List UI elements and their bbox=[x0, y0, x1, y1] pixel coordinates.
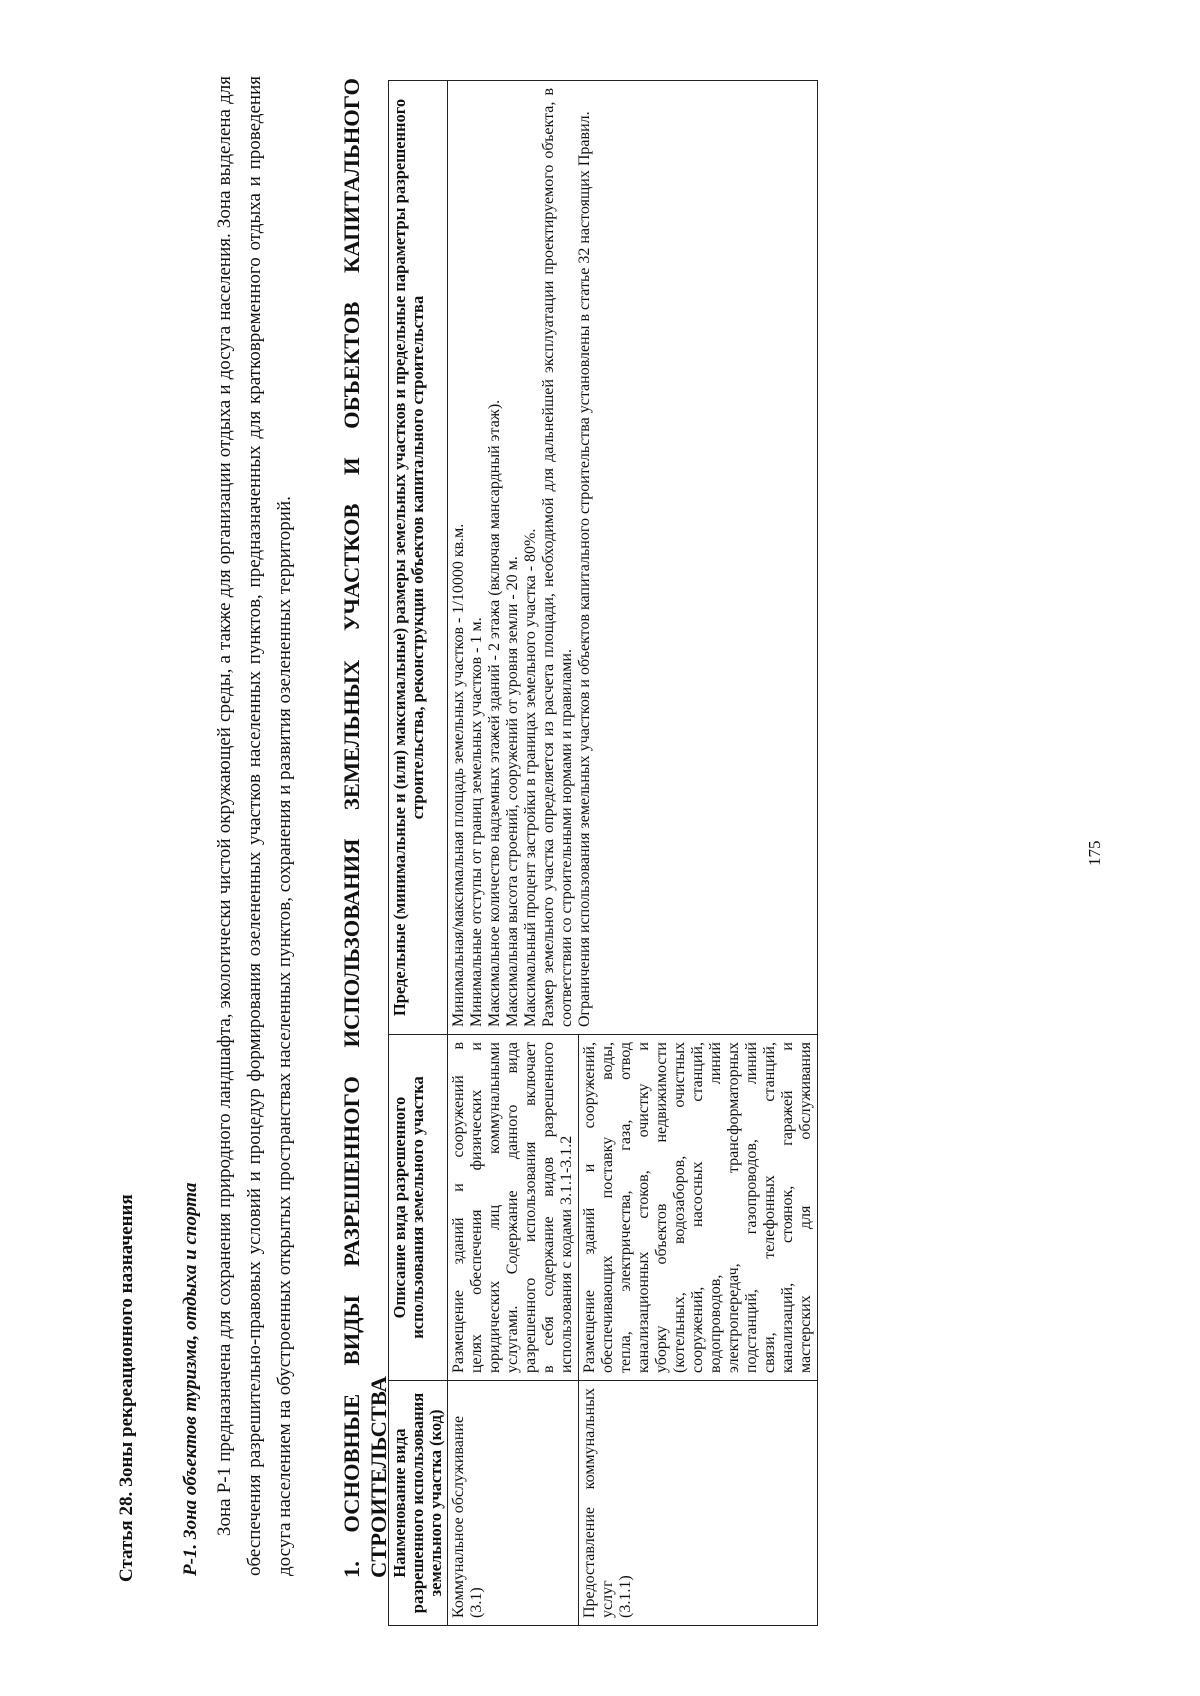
parameter-line: Размер земельного участка определяется из расчета площади, необходимой для дальнейшей эксплуатации проектируемого объекта, в соответствии со строительными нормами и правилами. bbox=[540, 88, 575, 1027]
use-description-cell bbox=[579, 1035, 818, 1381]
description-line: сооружений, насосных станций, bbox=[689, 1042, 706, 1373]
section-heading: 1. ОСНОВНЫЕ ВИДЫ РАЗРЕШЕННОГО ИСПОЛЬЗОВАНИЯ ЗЕМЕЛЬНЫХ УЧАСТКОВ И ОБЪЕКТОВ КАПИТАЛЬНОГО СТРОИТЕЛЬСТВА bbox=[339, 78, 391, 1578]
description-line: использования с кодами 3.1.1-3.1.2 bbox=[558, 1135, 575, 1373]
use-name-cell bbox=[448, 1381, 579, 1626]
description-line: разрешенного использования включает bbox=[522, 1042, 539, 1373]
description-line: юридических лиц коммунальными bbox=[486, 1042, 503, 1373]
description-line: канализационных стоков, очистку и bbox=[635, 1042, 652, 1373]
description-line: обеспечивающих поставку воды, bbox=[599, 1042, 616, 1373]
use-name-cell bbox=[579, 1381, 818, 1626]
zone-title: Р-1. Зона объектов туризма, отдыха и спорта bbox=[180, 1182, 201, 1576]
description-line: целях обеспечения физических и bbox=[468, 1042, 485, 1373]
description-line: тепла, электричества, газа, отвод bbox=[617, 1042, 634, 1373]
parameter-line: Минимальные отступы от границ земельных участков - 1 м. bbox=[468, 617, 485, 1027]
header-description-column: Описание вида разрешенного использования земельного участка bbox=[389, 1035, 448, 1381]
description-line: мастерских для обслуживания bbox=[797, 1042, 814, 1373]
zone-block bbox=[176, 76, 300, 1576]
description-line: подстанций, газопроводов, линий bbox=[743, 1042, 760, 1373]
zone-description: Зона Р-1 предназначена для сохранения природного ландшафта, экологически чистой окружающей среды, а также для организации отдыха и досуга населения. Зона выделена для обеспечения разрешительно-правовых условий и процедур формирования озелененных участков населенных пунктов, предназначенных для кратковременного отдыха и проведения досуга населением на обустроенных открытых пространствах населенных пунктов, сохранения и развития озелененных территорий. bbox=[214, 76, 295, 1576]
parameter-line: Максимальная высота строений, сооружений от уровня земли - 20 м. bbox=[504, 556, 521, 1027]
description-line: Размещение зданий и сооружений, bbox=[581, 1042, 598, 1373]
use-code: (3.1) bbox=[468, 1587, 485, 1618]
description-line: (котельных, водозаборов, очистных bbox=[671, 1042, 688, 1373]
table-row bbox=[448, 81, 579, 1626]
regulations-table bbox=[388, 80, 818, 1626]
parameter-line: Минимальная/максимальная площадь земельных участков - 1/10000 кв.м. bbox=[450, 523, 467, 1027]
use-description-cell bbox=[448, 1035, 579, 1381]
regulations-table-wrap bbox=[388, 81, 818, 1626]
parameter-line: Максимальный процент застройки в границах земельного участка - 80%. bbox=[522, 528, 539, 1027]
use-name: Предоставление коммунальных услуг bbox=[581, 1388, 616, 1618]
use-code: (3.1.1) bbox=[617, 1575, 634, 1618]
parameters-cell bbox=[448, 81, 818, 1035]
header-name-column: Наименование вида разрешенного использования земельного участка (код) bbox=[389, 1381, 448, 1626]
use-name: Коммунальное обслуживание bbox=[450, 1415, 467, 1618]
description-line: в себя содержание видов разрешенного bbox=[540, 1042, 557, 1373]
description-line: связи, телефонных станций, bbox=[761, 1042, 778, 1373]
description-line: канализаций, стоянок, гаражей и bbox=[779, 1042, 796, 1373]
description-line: услугами. Содержание данного вида bbox=[504, 1042, 521, 1373]
description-line: Размещение зданий и сооружений в bbox=[450, 1042, 467, 1373]
parameter-line: Ограничения использования земельных участков и объектов капитального строительства установлены в статье 32 настоящих Правил. bbox=[576, 111, 593, 1027]
parameter-line: Максимальное количество надземных этажей зданий - 2 этажа (включая мансардный этаж). bbox=[486, 399, 503, 1027]
page-number: 175 bbox=[1085, 840, 1104, 866]
description-line: уборку объектов недвижимости bbox=[653, 1042, 670, 1373]
table-header-row bbox=[389, 81, 448, 1626]
header-parameters-column: Предельные (минимальные и (или) максимальные) размеры земельных участков и предельные параметры разрешенного строительства, реконструкции объектов капитального строительства bbox=[389, 81, 448, 1035]
article-title: Статья 28. Зоны рекреационного назначения bbox=[116, 1194, 137, 1582]
description-line: электропередач, трансформаторных bbox=[725, 1042, 742, 1373]
description-line: водопроводов, линий bbox=[707, 1042, 724, 1373]
